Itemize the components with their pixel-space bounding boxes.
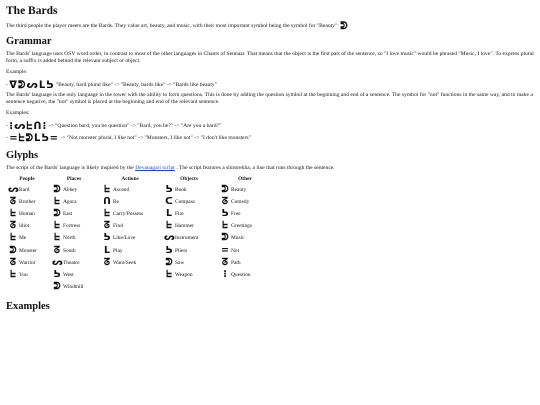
example-glyph-icon: ᕲ bbox=[25, 133, 34, 144]
example-glyph-icon: ᐁ bbox=[9, 80, 18, 91]
glyph-meaning: Theatre bbox=[63, 259, 80, 266]
glyph-cell bbox=[102, 268, 164, 280]
glyph-meaning: Play bbox=[113, 247, 123, 254]
table-row bbox=[8, 232, 276, 244]
glyph-meaning: North bbox=[63, 235, 76, 242]
glyph-meaning: Saw bbox=[175, 259, 185, 266]
glyph-icon: ᔕ bbox=[164, 232, 175, 244]
glyph-icon: ᖶ bbox=[222, 220, 228, 232]
glyph-meaning: South bbox=[63, 247, 76, 254]
glyph-meaning: Idiot bbox=[19, 223, 30, 230]
glyph-meaning: East bbox=[63, 210, 73, 217]
glyph-icon: ᘔ bbox=[221, 256, 229, 268]
glyph-icon: ᕲ bbox=[221, 232, 229, 244]
glyph-cell bbox=[8, 232, 52, 244]
glyph-cell bbox=[52, 232, 102, 244]
glyph-cell bbox=[220, 281, 276, 293]
glyph-cell bbox=[8, 183, 52, 195]
glyph-meaning: Pliers bbox=[175, 247, 188, 254]
glyph-cell bbox=[102, 183, 164, 195]
example-label: Example: bbox=[6, 69, 28, 75]
example-glyph-icon: ᒪ bbox=[38, 80, 46, 91]
glyph-cell bbox=[8, 268, 52, 280]
example-glyph-icon: ⁝ bbox=[9, 121, 14, 132]
glyph-icon: ᒪ bbox=[104, 244, 110, 256]
glyph-meaning: Fortress bbox=[63, 223, 81, 230]
table-row bbox=[8, 256, 276, 268]
glyph-meaning: Question bbox=[231, 271, 251, 278]
glyph-cell bbox=[102, 232, 164, 244]
glyph-meaning: Not bbox=[231, 247, 240, 254]
glyph-meaning: Music bbox=[231, 235, 245, 242]
example-line bbox=[6, 121, 534, 132]
glyph-cell bbox=[52, 281, 102, 293]
example-translation: -> "Question bard, you be question" -> "Bard, you be?" -> "Are you a bard?" bbox=[48, 123, 222, 129]
glyph-meaning: Monster bbox=[19, 247, 37, 254]
example-glyph-icon: ᖶ bbox=[18, 133, 25, 144]
glyph-meaning: Free bbox=[231, 210, 241, 217]
glyph-cell bbox=[8, 281, 52, 293]
glyph-meaning: Book bbox=[175, 186, 187, 193]
glyph-meaning: Ascend bbox=[113, 186, 130, 193]
glyph-meaning: West bbox=[63, 271, 74, 278]
glyph-cell bbox=[164, 256, 220, 268]
glyph-icon: ᕲ bbox=[165, 256, 173, 268]
glyph-cell bbox=[52, 220, 102, 232]
glyph-icon: ᕊ bbox=[53, 268, 61, 280]
glyph-icon: ᔕ bbox=[52, 256, 63, 268]
glyph-icon: ᕊ bbox=[221, 207, 229, 219]
glyph-icon: ᖶ bbox=[54, 220, 60, 232]
glyph-cell bbox=[102, 207, 164, 219]
glyph-meaning: Bard bbox=[19, 186, 30, 193]
glyph-icon: ᖶ bbox=[166, 220, 172, 232]
glyph-icon: ᘔ bbox=[9, 220, 17, 232]
glyph-meaning: Abbey bbox=[63, 186, 78, 193]
glyph-cell bbox=[164, 220, 220, 232]
glyphs-heading: Glyphs bbox=[6, 150, 39, 161]
glyph-icon: ᘔ bbox=[53, 244, 61, 256]
glyph-cell bbox=[102, 244, 164, 256]
glyph-meaning: Fire bbox=[175, 210, 184, 217]
examples-list bbox=[6, 121, 534, 144]
glyph-cell bbox=[164, 268, 220, 280]
column-header: Actions bbox=[121, 176, 139, 182]
glyph-cell bbox=[220, 232, 276, 244]
glyph-icon: ᑎ bbox=[103, 195, 111, 207]
glyph-meaning: Beauty bbox=[231, 186, 247, 193]
glyph-meaning: You bbox=[19, 271, 28, 278]
glyph-cell bbox=[102, 281, 164, 293]
glyph-icon: ᖶ bbox=[104, 207, 110, 219]
glyph-icon: ᘔ bbox=[9, 195, 17, 207]
intro-paragraph bbox=[6, 23, 534, 30]
glyph-cell bbox=[220, 183, 276, 195]
glyph-cell bbox=[220, 220, 276, 232]
glyph-meaning: Brother bbox=[19, 198, 36, 205]
example-line bbox=[6, 133, 534, 144]
glyph-icon: ᘔ bbox=[103, 220, 111, 232]
glyph-meaning: Instrument bbox=[175, 235, 199, 242]
example-bullet: - bbox=[6, 123, 8, 129]
glyph-meaning: Me bbox=[19, 235, 27, 242]
glyph-icon: ᕊ bbox=[103, 232, 111, 244]
glyph-meaning: Find bbox=[113, 223, 123, 230]
glyph-cell bbox=[164, 232, 220, 244]
glyph-icon: ᒪ bbox=[166, 207, 172, 219]
glyph-meaning: Greetings bbox=[231, 223, 252, 230]
intro-text: The third people the player meets are the Bards. They value art, beauty, and music, with their most important symbol being the symbol for "Beauty": bbox=[6, 23, 339, 29]
glyph-icon: ᕲ bbox=[221, 183, 229, 195]
glyph-cell bbox=[52, 183, 102, 195]
table-row bbox=[8, 183, 276, 195]
glyph-meaning: Weapon bbox=[175, 271, 193, 278]
glyph-meaning: Windmill bbox=[63, 284, 84, 291]
example-line bbox=[6, 80, 534, 91]
example-glyph-icon: ᕲ bbox=[18, 80, 26, 91]
glyph-icon: ᖶ bbox=[54, 195, 60, 207]
glyph-icon: ᖶ bbox=[10, 207, 16, 219]
table-row bbox=[8, 195, 276, 207]
glyph-cell bbox=[52, 244, 102, 256]
glyph-meaning: Want/Seek bbox=[113, 259, 137, 266]
glyph-cell bbox=[164, 195, 220, 207]
glyph-icon: ᖶ bbox=[166, 268, 172, 280]
glyph-cell bbox=[164, 207, 220, 219]
glyph-cell bbox=[164, 244, 220, 256]
glyph-meaning: Path bbox=[231, 259, 241, 266]
glyph-meaning: Warrior bbox=[19, 259, 36, 266]
example-bullet: - bbox=[6, 135, 8, 141]
glyph-cell bbox=[102, 220, 164, 232]
glyph-meaning: Comedy bbox=[231, 198, 250, 205]
glyph-icon: ᕲ bbox=[53, 281, 61, 293]
glyph-icon: ᘔ bbox=[221, 195, 229, 207]
glyph-meaning: Like/Love bbox=[113, 235, 136, 242]
table-row bbox=[8, 268, 276, 280]
glyph-cell bbox=[220, 207, 276, 219]
glyphs-text-after: . The script fearures a shirorekha, a line that runs through the sentence. bbox=[176, 165, 335, 171]
example-glyph-icon: ᒪ bbox=[34, 133, 41, 144]
table-row bbox=[8, 281, 276, 293]
table-row bbox=[8, 220, 276, 232]
glyph-table-body bbox=[8, 183, 276, 293]
column-header: Objects bbox=[180, 176, 198, 182]
glyph-cell bbox=[102, 256, 164, 268]
glyph-icon: ᕊ bbox=[165, 244, 173, 256]
glyph-icon: = bbox=[221, 244, 229, 256]
glyph-meaning: Human bbox=[19, 210, 35, 217]
glyph-cell bbox=[8, 220, 52, 232]
glyph-icon: ᕊ bbox=[165, 183, 173, 195]
glyph-cell bbox=[220, 195, 276, 207]
glyph-meaning: Carry/Possess bbox=[113, 210, 144, 217]
glyph-icon: ᖶ bbox=[10, 268, 16, 280]
glyph-icon: ᔕ bbox=[8, 183, 19, 195]
page-title: The Bards bbox=[6, 5, 58, 17]
example-glyph-icon: = bbox=[49, 133, 59, 144]
glyph-icon: ⁝ bbox=[223, 268, 227, 280]
glyph-cell bbox=[52, 207, 102, 219]
glyph-meaning: Compass bbox=[175, 198, 195, 205]
column-header: Places bbox=[66, 176, 82, 182]
glyph-cell bbox=[8, 195, 52, 207]
glyph-icon: ᖶ bbox=[10, 232, 16, 244]
column-header: People bbox=[19, 176, 35, 182]
devanagari-link[interactable]: Devanagari script bbox=[135, 165, 175, 171]
glyph-table-header bbox=[8, 176, 276, 183]
glyph-cell bbox=[8, 244, 52, 256]
glyph-cell bbox=[8, 256, 52, 268]
glyph-cell bbox=[220, 244, 276, 256]
glyph-meaning: Hammer bbox=[175, 223, 194, 230]
examples-heading: Examples bbox=[6, 300, 50, 312]
example-glyph-icon: ᕊ bbox=[41, 133, 49, 144]
glyphs-text: The script of the Bards' language is likely inspired by the bbox=[6, 165, 134, 171]
example-translation: "Beauty, bard plural like" -> "Beauty, bards like" -> "Bards like beauty" bbox=[55, 82, 217, 88]
example-glyph-icon: ⁝ bbox=[42, 121, 47, 132]
column-header: Other bbox=[238, 176, 252, 182]
example-glyph-icon: = bbox=[9, 133, 18, 144]
glyph-table bbox=[8, 176, 276, 293]
glyphs-paragraph bbox=[6, 165, 534, 172]
glyph-cell bbox=[8, 207, 52, 219]
glyph-meaning: Be bbox=[113, 198, 119, 205]
glyph-cell bbox=[164, 183, 220, 195]
glyph-meaning: Agora bbox=[63, 198, 77, 205]
grammar-heading: Grammar bbox=[6, 36, 52, 47]
glyph-cell bbox=[52, 268, 102, 280]
examples-label: Examples: bbox=[6, 110, 30, 116]
grammar-paragraph-2: The Bards' language is the only language in the tower with the ability to form questions. This is done by adding the question symbol at the beginning and end of a sentence. The symbol for "not" functions in the same way, and to make a sentence negative, the "not" symbol is placed at the beginning and end of the relevant sentence. bbox=[6, 92, 533, 105]
glyph-icon: ᕲ bbox=[53, 183, 61, 195]
grammar-paragraph-1: The Bards' language uses OSV word order, in contrast to most of the other languages in Chants of Sennaar. That means that the object is the first part of the sentence, so "I love music" would be phrased "Music, I love". To express plural form, a suffix is added behind the relevant subject or object. bbox=[6, 51, 534, 64]
glyph-icon: ᖶ bbox=[54, 232, 60, 244]
glyph-cell bbox=[164, 281, 220, 293]
glyph-icon: ᖶ bbox=[104, 183, 110, 195]
glyph-icon: ᑕ bbox=[165, 195, 173, 207]
glyph-cell bbox=[220, 256, 276, 268]
table-row bbox=[8, 207, 276, 219]
glyph-cell bbox=[220, 268, 276, 280]
glyph-icon: ᘔ bbox=[9, 256, 17, 268]
glyph-cell bbox=[52, 195, 102, 207]
example-translation: -> "Not monster plural, I like not" -> "Monsters, I like not" -> "I don't like monsters" bbox=[60, 135, 251, 141]
example-glyph-icon: ᕊ bbox=[46, 80, 54, 91]
example-bullet: - bbox=[6, 82, 8, 88]
glyph-cell bbox=[102, 195, 164, 207]
example-glyph-icon: ᔕ bbox=[14, 121, 26, 132]
glyph-icon: ᘔ bbox=[103, 256, 111, 268]
beauty-glyph-icon: ᕲ bbox=[340, 21, 348, 32]
glyph-cell bbox=[52, 256, 102, 268]
example-glyph-icon: ᖶ bbox=[26, 121, 33, 132]
glyph-icon: ᕲ bbox=[9, 244, 17, 256]
example-glyph-icon: ᑎ bbox=[33, 121, 42, 132]
table-row bbox=[8, 244, 276, 256]
glyph-icon: ᕲ bbox=[53, 207, 61, 219]
example-glyph-icon: ᔕ bbox=[26, 80, 38, 91]
